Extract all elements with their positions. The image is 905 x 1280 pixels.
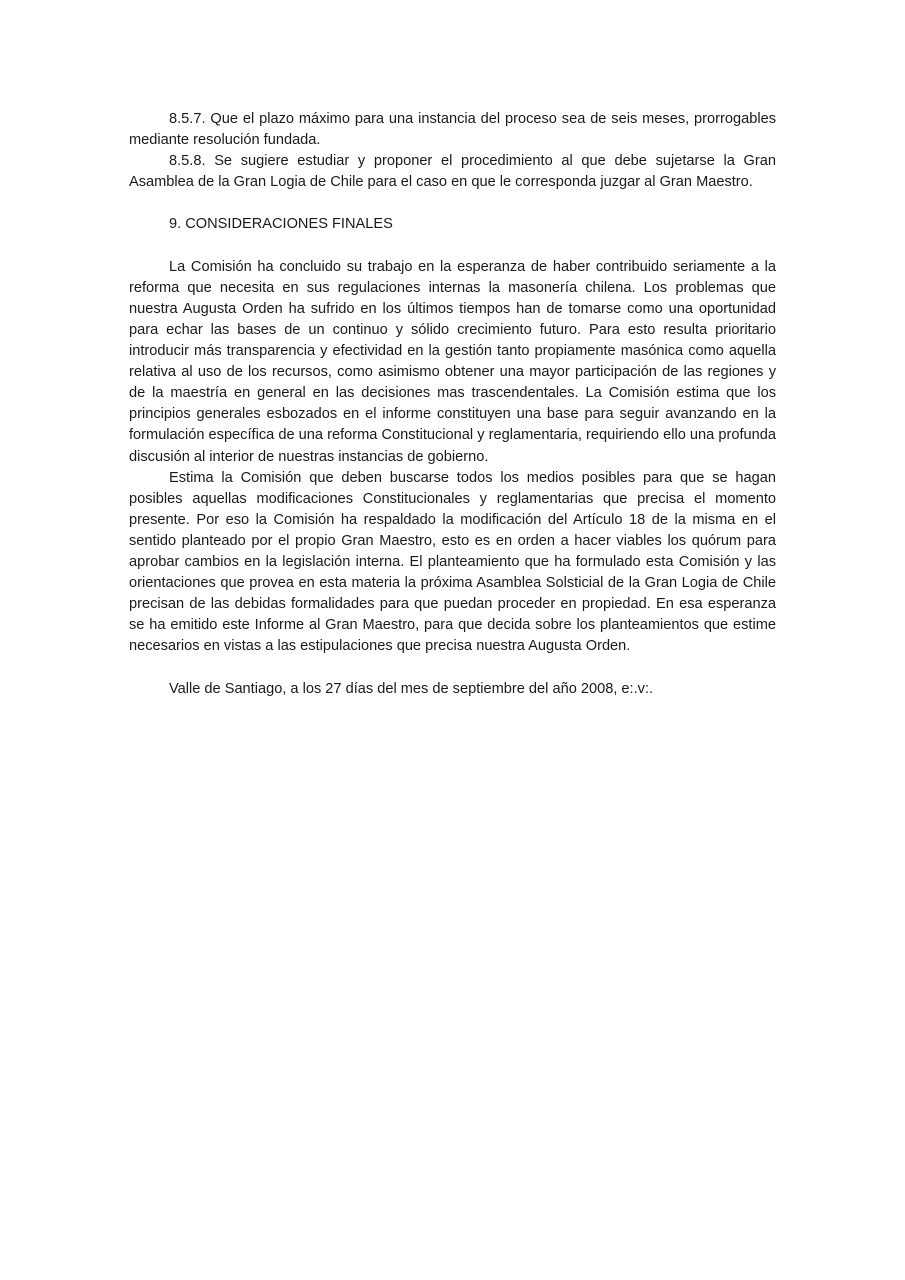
item-8-5-8: 8.5.8. Se sugiere estudiar y proponer el procedimiento al que debe sujetarse la Gran Asamblea de la Gran Logia de Chile para el caso en que le corresponda juzgar al Gran Maestro.: [129, 153, 776, 191]
document-body: [129, 109, 776, 700]
spacer: [129, 193, 776, 214]
item-8-5-7: 8.5.7. Que el plazo máximo para una instancia del proceso sea de seis meses, prorrogables mediante resolución fundada.: [129, 111, 776, 149]
spacer: [129, 236, 776, 257]
paragraph-estimation: Estima la Comisión que deben buscarse todos los medios posibles para que se hagan posibles aquellas modificaciones Constitucionales y reglamentarias que precisa el momento presente. Por eso la Comisión ha respaldado la modificación del Artículo 18 de la misma en el sentido planteado por el propio Gran Maestro, esto es en orden a hacer viables los quórum para aprobar cambios en la legislación interna. El planteamiento que ha formulado esta Comisión y las orientaciones que provea en esta materia la próxima Asamblea Solsticial de la Gran Logia de Chile precisan de las debidas formalidades para que puedan proceder en propiedad. En esa esperanza se ha emitido este Informe al Gran Maestro, para que decida sobre los planteamientos que estime necesarios en vistas a las estipulaciones que precisa nuestra Augusta Orden.: [129, 469, 776, 655]
paragraph-conclusion: La Comisión ha concluido su trabajo en la esperanza de haber contribuido seriamente a la reforma que necesita en sus regulaciones internas la masonería chilena. Los problemas que nuestra Augusta Orden ha sufrido en los últimos tiempos han de tomarse como una oportunidad para echar las bases de un continuo y sólido crecimiento futuro. Para esto resulta prioritario introducir más transparencia y efectividad en la gestión tanto propiamente masónica como aquella relativa al uso de los recursos, como asimismo obtener una mayor participación de las regiones y de la maestría en general en las decisiones mas trascendentales. La Comisión estima que los principios generales esbozados en el informe constituyen una base para seguir avanzando en la formulación específica de una reforma Constitucional y reglamentaria, requiriendo ello una profunda discusión al interior de nuestras instancias de gobierno.: [129, 258, 776, 465]
section-heading: 9. CONSIDERACIONES FINALES: [169, 216, 393, 233]
spacer: [129, 657, 776, 678]
closing-line: Valle de Santiago, a los 27 días del mes de septiembre del año 2008, e:.v:.: [169, 680, 654, 697]
